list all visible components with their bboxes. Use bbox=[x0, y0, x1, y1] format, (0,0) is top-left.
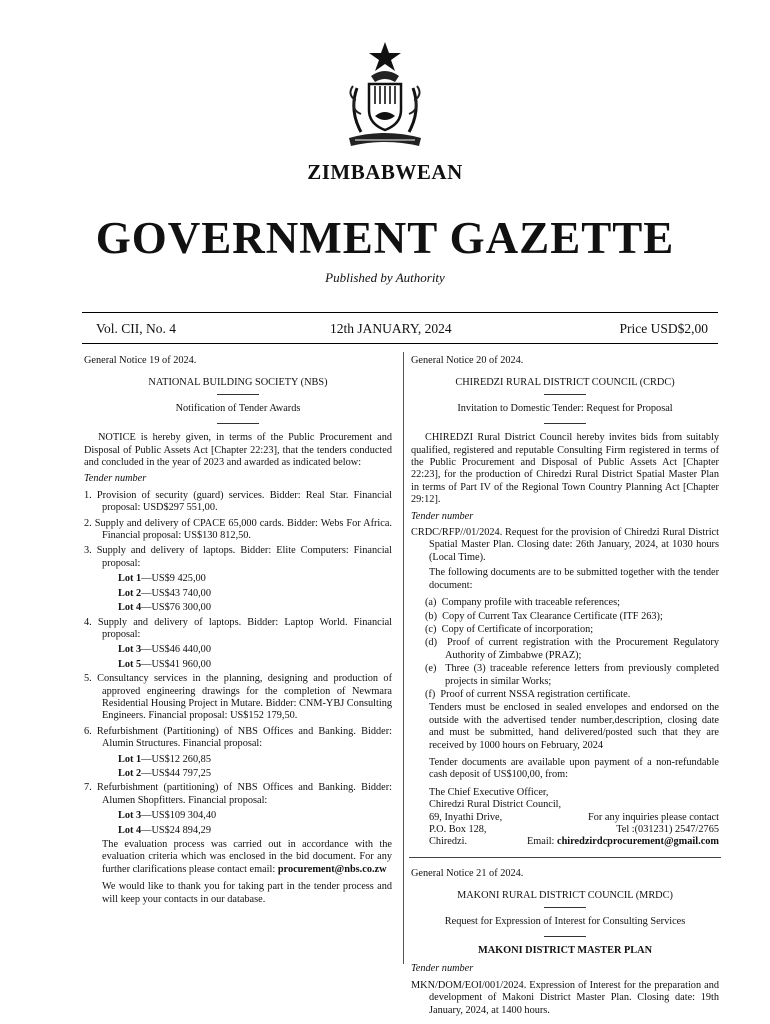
tender-label: Tender number bbox=[411, 963, 474, 975]
lot-label: Lot 3 bbox=[118, 644, 142, 656]
inquiry-line: For any inquiries please contact bbox=[588, 811, 719, 823]
document-item: (d) Proof of current registration with the Procurement Regulatory Authority of Zimbabwe (PRAZ); bbox=[425, 637, 719, 661]
document-item: (a) Company profile with traceable references; bbox=[425, 597, 620, 609]
gazette-title: GOVERNMENT GAZETTE bbox=[95, 213, 675, 263]
documents-intro: The following documents are to be submitted together with the tender document: bbox=[429, 567, 719, 591]
notice-separator bbox=[409, 857, 721, 858]
short-rule bbox=[217, 423, 259, 424]
header-rule-top bbox=[82, 312, 718, 313]
notice-number: General Notice 20 of 2024. bbox=[411, 355, 524, 366]
lot-label: Lot 2 bbox=[118, 767, 142, 779]
document-item: (c) Copy of Certificate of incorporation; bbox=[425, 623, 594, 635]
lot-label: Lot 2 bbox=[118, 587, 142, 599]
lot-line bbox=[84, 644, 392, 656]
lot-line bbox=[84, 659, 392, 671]
lot-amount: —US$44 797,25 bbox=[141, 767, 211, 779]
lot-line bbox=[84, 754, 392, 766]
lot-amount: —US$12 260,85 bbox=[141, 753, 211, 765]
lot-label: Lot 4 bbox=[118, 824, 142, 836]
address-row bbox=[429, 812, 719, 824]
award-item: 7. Refurbishment (partitioning) of NBS Offices and Banking. Bidder: Alumen Shopfitters. Financial proposal: bbox=[84, 782, 392, 806]
zimbabwe-coat-of-arms-emblem bbox=[335, 40, 435, 150]
lot-line bbox=[84, 768, 392, 780]
notice-intro: NOTICE is hereby given, in terms of the Public Procurement and Disposal of Public Assets Act [Chapter 22:23], that the tenders conducted and concluded in the year of 2023 and awarded as indicated below: bbox=[84, 432, 392, 469]
tender-label: Tender number bbox=[84, 473, 147, 485]
issue-price: Price USD$2,00 bbox=[619, 321, 708, 336]
short-rule bbox=[544, 423, 586, 424]
lot-line bbox=[84, 588, 392, 600]
notice-org: MAKONI RURAL DISTRICT COUNCIL (MRDC) bbox=[457, 890, 673, 902]
document-item: (e) Three (3) traceable reference letters from previously completed projects in similar Works; bbox=[425, 663, 719, 687]
short-rule bbox=[544, 394, 586, 395]
email-label: Email: bbox=[526, 836, 557, 848]
address-line: The Chief Executive Officer, bbox=[429, 786, 549, 798]
submission-instructions: Tenders must be enclosed in sealed envelopes and endorsed on the outside with the advertised tender number,description, closing date and must be submitted, hand delivered/posted such that they are received by 1000 hours on February, 2024 bbox=[429, 702, 719, 751]
notice-subject: Invitation to Domestic Tender: Request for Proposal bbox=[457, 402, 673, 414]
short-rule bbox=[217, 394, 259, 395]
lot-amount: —US$76 300,00 bbox=[141, 602, 211, 614]
address-line: Chiredzi Rural District Council, bbox=[429, 799, 562, 811]
address-row bbox=[429, 824, 719, 836]
notice-subject: Request for Expression of Interest for Consulting Services bbox=[444, 915, 686, 927]
issue-date: 12th JANUARY, 2024 bbox=[330, 321, 452, 336]
lot-amount: —US$9 425,00 bbox=[141, 573, 206, 585]
left-column bbox=[84, 355, 392, 911]
short-rule bbox=[544, 907, 586, 908]
fee-note: Tender documents are available upon payment of a non-refundable cash deposit of US$100,00, from: bbox=[429, 756, 719, 781]
notice-org: CHIREDZI RURAL DISTRICT COUNCIL (CRDC) bbox=[455, 377, 675, 389]
document-item: (b) Copy of Current Tax Clearance Certificate (ITF 263); bbox=[425, 610, 663, 622]
lot-label: Lot 3 bbox=[118, 810, 142, 822]
lot-line bbox=[84, 573, 392, 585]
thanks-note: We would like to thank you for taking part in the tender process and will keep your contacts in our database. bbox=[102, 881, 392, 905]
notice-number: General Notice 19 of 2024. bbox=[84, 355, 197, 366]
lot-line bbox=[84, 810, 392, 822]
address-line: P.O. Box 128, bbox=[429, 824, 487, 835]
award-item: 6. Refurbishment (Partitioning) of NBS Offices and Banking. Bidder: Alumin Structures. Financial proposal: bbox=[84, 725, 392, 750]
gazette-nameplate: ZIMBABWEAN bbox=[307, 160, 463, 184]
lot-amount: —US$109 304,40 bbox=[141, 810, 217, 822]
phone-line: Tel :(031231) 2547/2765 bbox=[616, 824, 719, 835]
address-row bbox=[429, 836, 719, 848]
evaluation-text: The evaluation process was carried out in accordance with the evaluation criteria which was enclosed in the bid document. For any further clarifications please contact email: bbox=[102, 839, 392, 875]
issue-volume: Vol. CII, No. 4 bbox=[96, 321, 177, 336]
lot-line bbox=[84, 602, 392, 614]
notice-org: NATIONAL BUILDING SOCIETY (NBS) bbox=[148, 377, 328, 389]
award-item: 4. Supply and delivery of laptops. Bidder: Laptop World. Financial proposal: bbox=[84, 616, 392, 640]
lot-amount: —US$41 960,00 bbox=[141, 658, 211, 670]
notice-subject: Notification of Tender Awards bbox=[175, 402, 301, 414]
contact-email-link[interactable]: procurement@nbs.co.zw bbox=[277, 863, 387, 875]
lot-amount: —US$24 894,29 bbox=[141, 824, 211, 836]
award-item: 3. Supply and delivery of laptops. Bidder: Elite Computers: Financial proposal: bbox=[84, 545, 392, 569]
lot-line bbox=[84, 825, 392, 837]
procurement-email-link[interactable]: chiredzirdcprocurement@gmail.com bbox=[557, 836, 719, 848]
document-item: (f) Proof of current NSSA registration certificate. bbox=[425, 688, 631, 700]
tender-label: Tender number bbox=[411, 510, 474, 522]
contact-address bbox=[411, 787, 719, 849]
gazette-byline: Published by Authority bbox=[325, 270, 445, 285]
award-item: 1. Provision of security (guard) services. Bidder: Real Star. Financial proposal: USD$297 551,00. bbox=[84, 489, 392, 514]
right-column bbox=[411, 355, 719, 1020]
award-item: 5. Consultancy services in the planning, designing and production of approved engineering drawings for the completion of Newmara Residential Housing Project in Mutare. Bidder: CNM-YBJ Consulting Engineers. Financial proposal: US$152 179,50. bbox=[84, 673, 393, 722]
tender-entry: MKN/DOM/EOI/001/2024. Expression of Interest for the preparation and development of Makoni District Master Plan. Closing date: 19th January, 2024, at 1400 hours. bbox=[411, 979, 719, 1016]
award-item: 2. Supply and delivery of CPACE 65,000 cards. Bidder: Webs For Africa. Financial proposal: US$130 812,50. bbox=[84, 517, 392, 542]
lot-label: Lot 5 bbox=[118, 658, 142, 670]
section-heading: MAKONI DISTRICT MASTER PLAN bbox=[477, 945, 653, 957]
tender-entry: CRDC/RFP//01/2024. Request for the provision of Chiredzi Rural District Spatial Master Plan. Closing date: 26th January, 2024, at 1030 hours (Local Time). bbox=[411, 527, 719, 563]
address-line: Chiredzi. bbox=[429, 836, 468, 848]
column-divider bbox=[403, 352, 404, 964]
lot-amount: —US$43 740,00 bbox=[141, 587, 211, 599]
email-line bbox=[527, 836, 719, 848]
lot-label: Lot 4 bbox=[118, 602, 142, 614]
address-line: 69, Inyathi Drive, bbox=[429, 811, 503, 823]
short-rule bbox=[544, 936, 586, 937]
notice-intro: CHIREDZI Rural District Council hereby invites bids from suitably qualified, registered and reputable Consulting Firm registered in terms of the Public Procurement and Disposal of Public Assets Act [Chapter 22:23], for the production of Chiredzi Rural District Spatial Master Plan in terms of Part IV of the Regional Town Country Planning Act [Chapter 29:12]. bbox=[411, 432, 719, 506]
lot-label: Lot 1 bbox=[118, 753, 142, 765]
evaluation-note bbox=[84, 839, 392, 876]
lot-amount: —US$46 440,00 bbox=[141, 644, 211, 656]
header-rule-bottom bbox=[82, 343, 718, 344]
lot-label: Lot 1 bbox=[118, 573, 142, 585]
notice-number: General Notice 21 of 2024. bbox=[411, 867, 524, 879]
